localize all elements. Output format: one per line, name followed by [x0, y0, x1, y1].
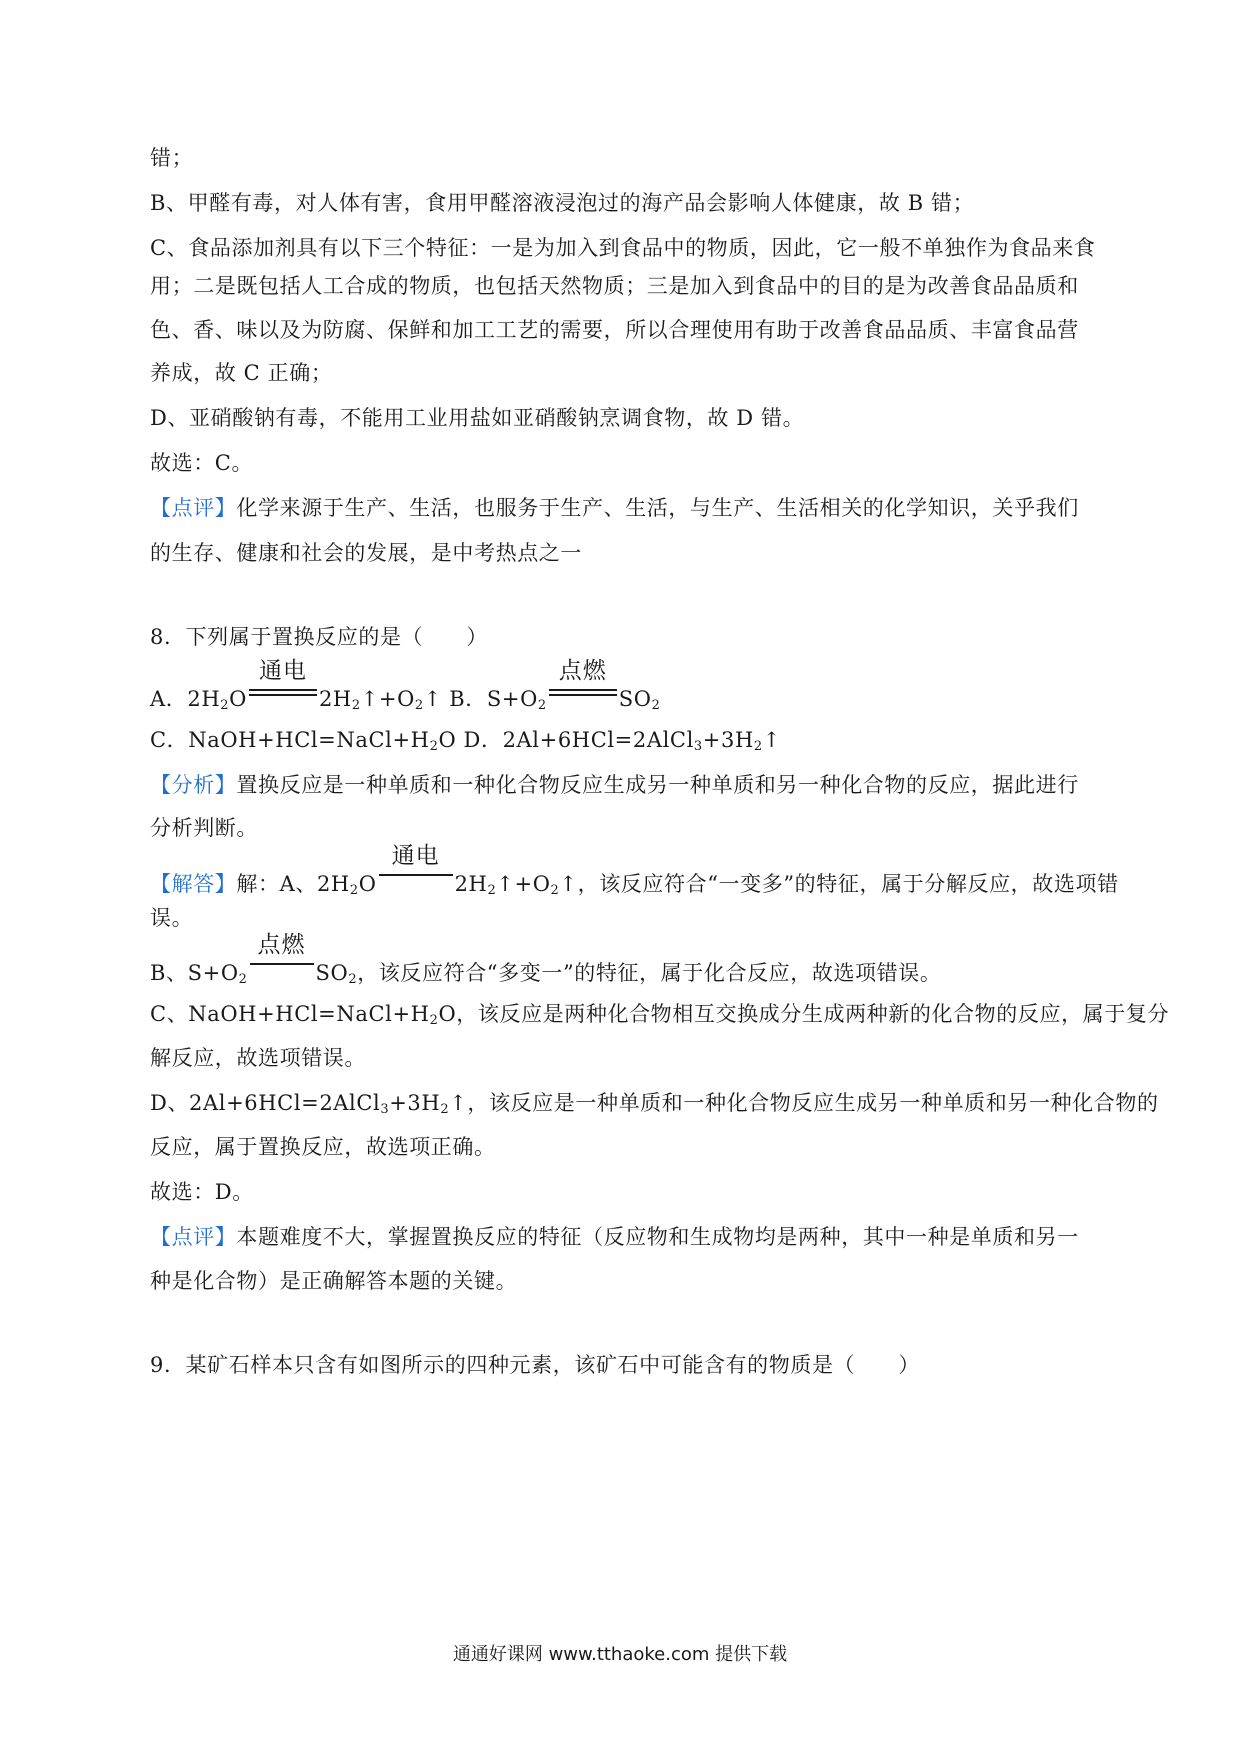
- text-line: 错；: [150, 146, 194, 170]
- text-line: 误。: [150, 906, 194, 930]
- text-line: B、甲醛有毒，对人体有害，食用甲醛溶液浸泡过的海产品会影响人体健康，故 B 错；: [150, 191, 975, 215]
- condition-label: 点燃: [558, 658, 607, 684]
- condition-label: 通电: [391, 843, 440, 869]
- text-line: 色、香、味以及为防腐、保鲜和加工工艺的需要，所以合理使用有助于改善食品品质、丰富食品营: [150, 318, 1079, 342]
- text-line: 的生存、健康和社会的发展，是中考热点之一: [150, 541, 582, 565]
- text-line: D、亚硝酸钠有毒，不能用工业用盐如亚硝酸钠烹调食物，故 D 错。: [150, 406, 805, 430]
- answer-b-line: B、$S+O_2$ 点燃 $SO_2$，该反应符合“多变一”的特征，属于化合反应，故选项错误。: [150, 932, 942, 987]
- comment-text: 本题难度不大，掌握置换反应的特征（反应物和生成物均是两种，其中一种是单质和另一: [236, 1225, 1079, 1249]
- reaction-arrow: [248, 932, 316, 980]
- question-8-options-cd: C．$NaOH+HCl=NaCl+H_2O$ D．$2Al+6HCl=2AlCl_3+3H_2↑$: [150, 728, 781, 754]
- reaction-arrow: [247, 658, 319, 706]
- text-line: 分析判断。: [150, 816, 258, 840]
- text-line: 用；二是既包括人工合成的物质，也包括天然物质；三是加入到食品中的目的是为改善食品品质和: [150, 274, 1079, 298]
- text-line: 养成，故 C 正确；: [150, 361, 333, 385]
- analysis-text: 置换反应是一种单质和一种化合物反应生成另一种单质和另一种化合物的反应，据此进行: [236, 773, 1079, 797]
- answer-d-line: D、$2Al+6HCl=2AlCl_3+3H_2↑$，该反应是一种单质和一种化合物反应生成另一种单质和另一种化合物的: [150, 1091, 1159, 1117]
- question-9-title: 9．某矿石样本只含有如图所示的四种元素，该矿石中可能含有的物质是（ ）: [150, 1353, 920, 1377]
- comment-tag: 【点评】: [150, 1225, 237, 1249]
- analysis-tag: 【分析】: [150, 773, 237, 797]
- page-footer: 通通好课网 www.tthaoke.com 提供下载: [452, 1644, 788, 1665]
- text-line: 故选：C。: [150, 451, 254, 475]
- answer-tag: 【解答】: [150, 872, 237, 896]
- reaction-arrow: [377, 843, 455, 891]
- reaction-arrow: [547, 658, 619, 706]
- answer-line: 【解答】解：A、$2H_2O$ 通电 $2H_2↑+O_2↑$，该反应符合“一变多”的特征，属于分解反应，故选项错: [150, 843, 1119, 898]
- answer-c-line: C、$NaOH+HCl=NaCl+H_2O$，该反应是两种化合物相互交换成分生成两种新的化合物的反应，属于复分: [150, 1002, 1170, 1028]
- question-8-options-ab: A．$2H_2O$ 通电 $2H_2↑+O_2↑$ B．$S+O_2$ 点燃 $SO_2$: [150, 658, 661, 713]
- question-8-title: 8．下列属于置换反应的是（ ）: [150, 625, 488, 649]
- text-line: 解反应，故选项错误。: [150, 1046, 366, 1070]
- comment-text: 化学来源于生产、生活，也服务于生产、生活，与生产、生活相关的化学知识，关乎我们: [236, 496, 1079, 520]
- text-line: C、食品添加剂具有以下三个特征：一是为加入到食品中的物质，因此，它一般不单独作为食品来食: [150, 236, 1096, 260]
- text-line: 故选：D。: [150, 1180, 254, 1204]
- text-line: 种是化合物）是正确解答本题的关键。: [150, 1269, 518, 1293]
- comment-line: [150, 1222, 1079, 1252]
- comment-line: [150, 493, 1079, 523]
- analysis-line: [150, 770, 1079, 800]
- condition-label: 通电: [258, 658, 307, 684]
- condition-label: 点燃: [257, 932, 306, 958]
- text-line: 反应，属于置换反应，故选项正确。: [150, 1135, 496, 1159]
- comment-tag: 【点评】: [150, 496, 237, 520]
